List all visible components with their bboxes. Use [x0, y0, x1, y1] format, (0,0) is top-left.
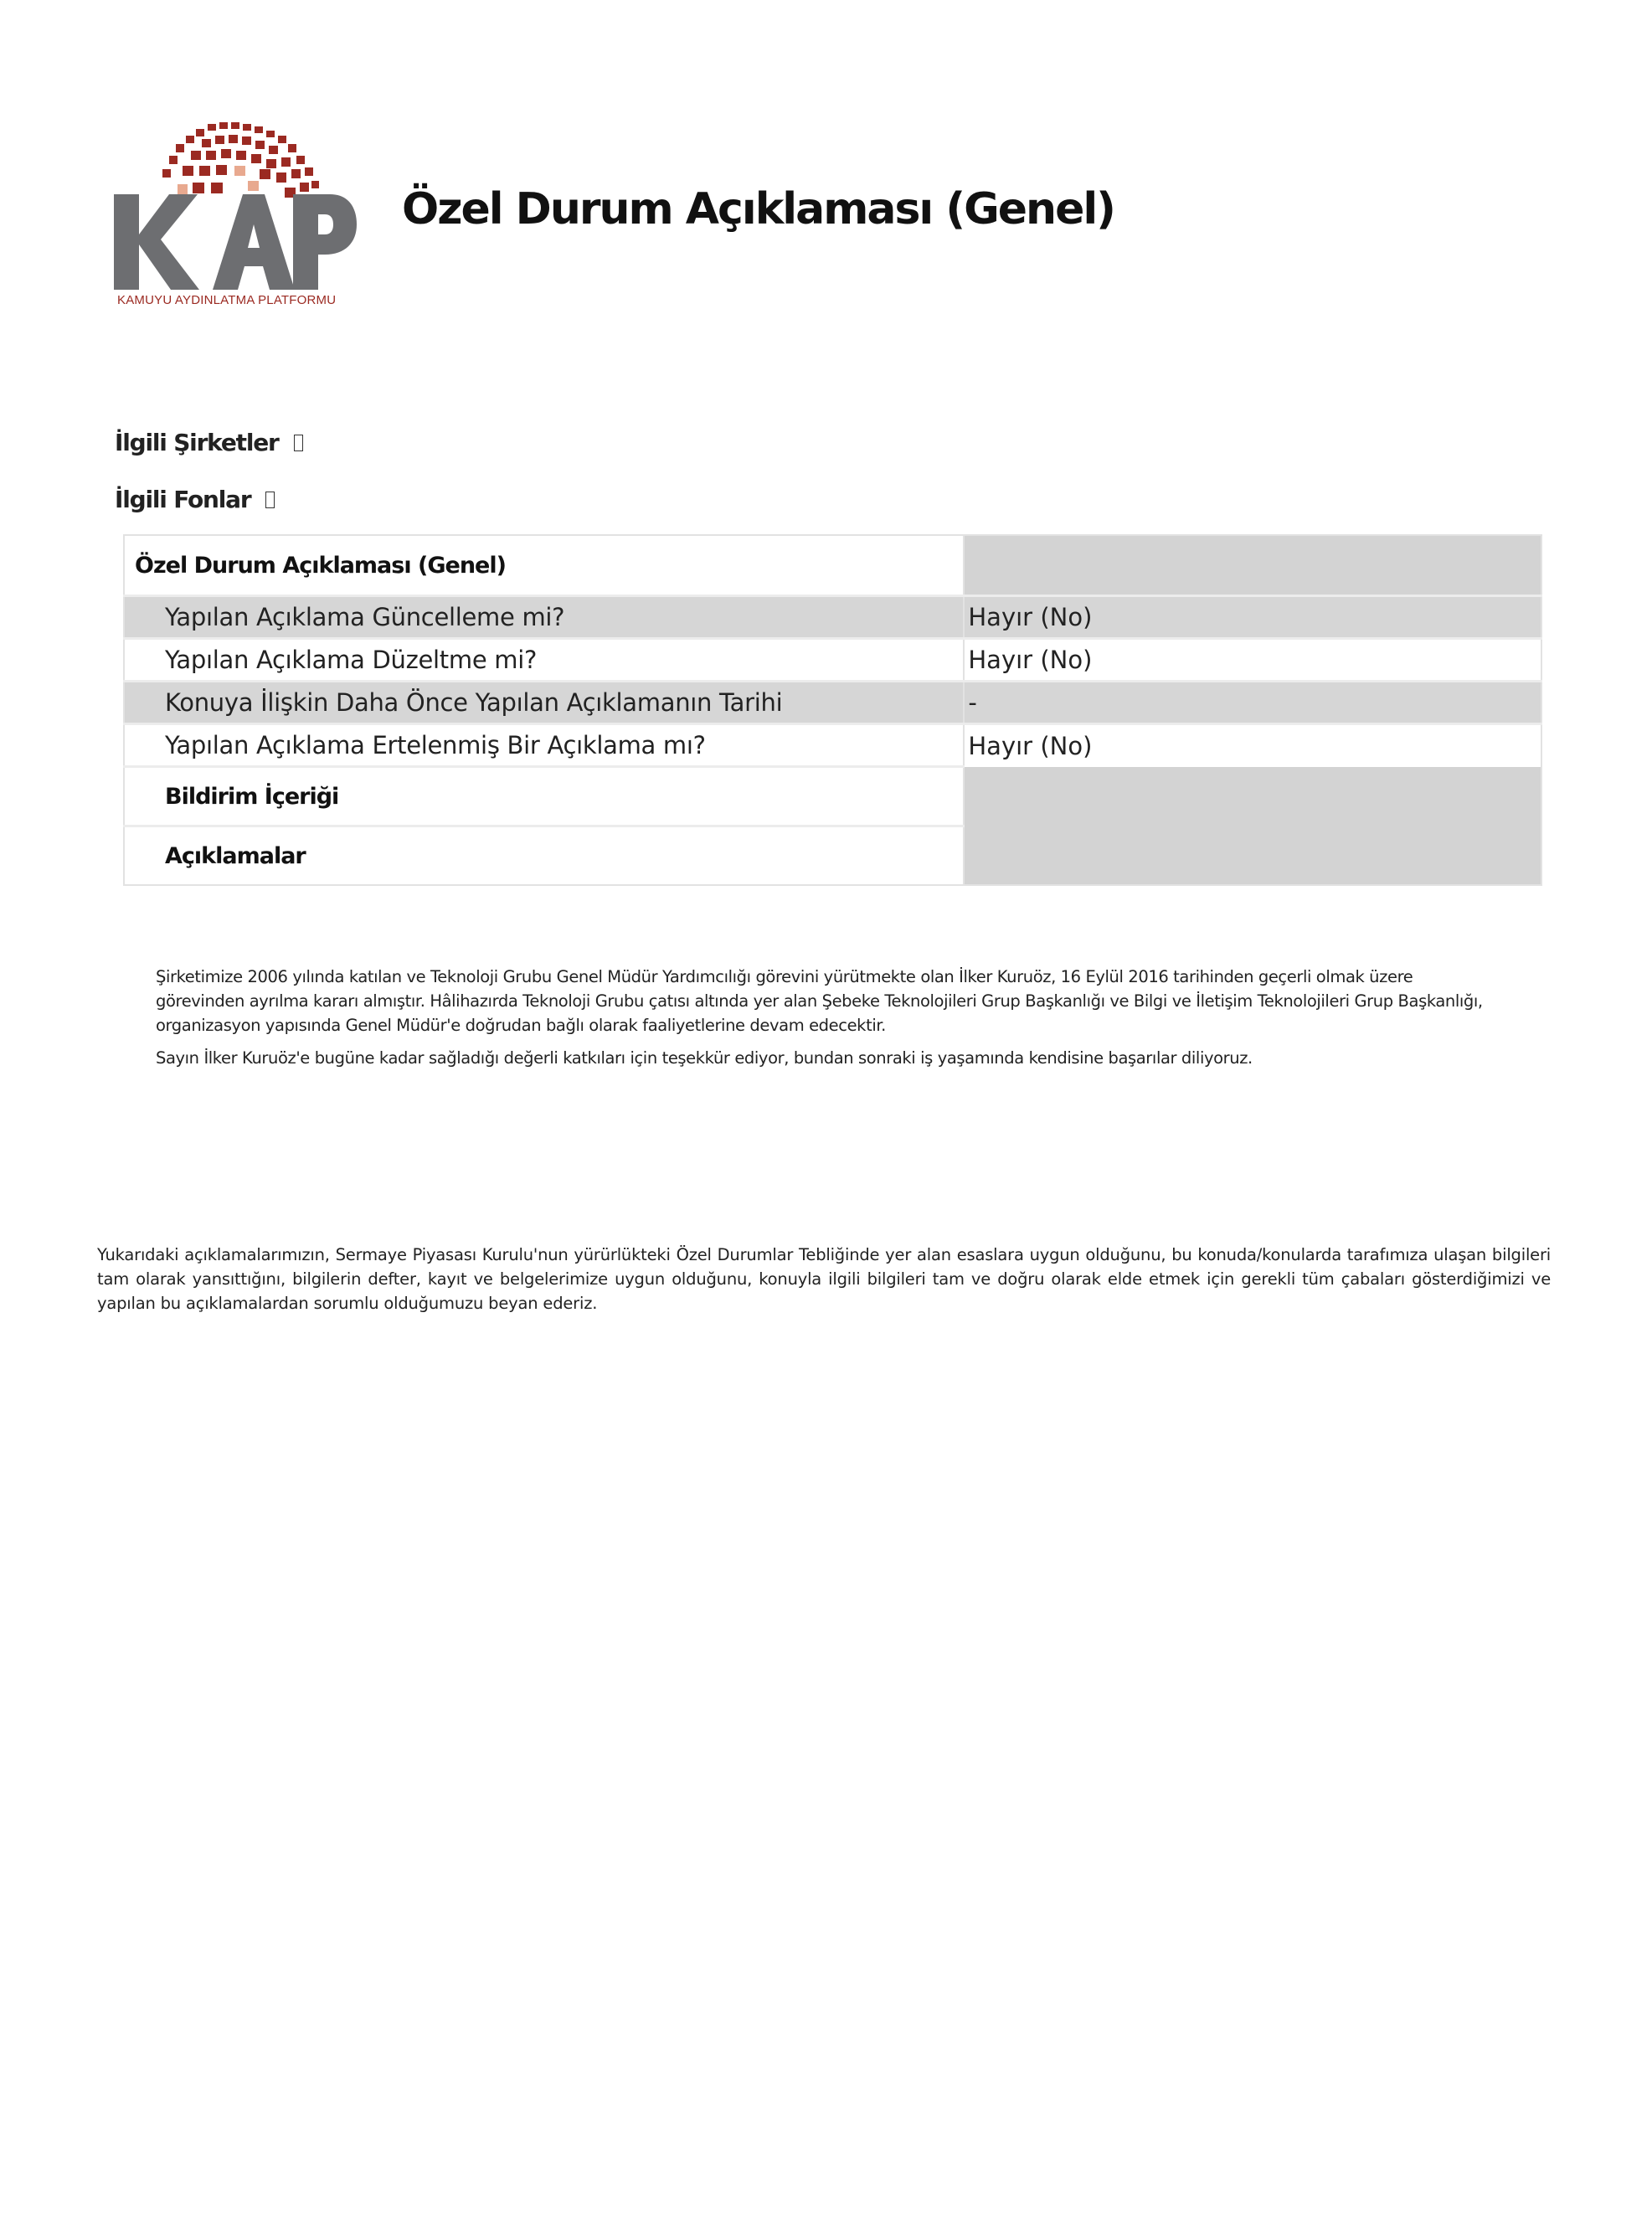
section-label: Açıklamalar — [124, 826, 964, 886]
announcement-body — [156, 965, 1483, 1078]
row-label: Konuya İlişkin Daha Önce Yapılan Açıklamanın Tarihi — [124, 682, 964, 724]
row-label: Yapılan Açıklama Düzeltme mi? — [124, 639, 964, 682]
page-title: Özel Durum Açıklaması (Genel) — [402, 184, 1114, 234]
row-value: Hayır (No) — [964, 639, 1541, 682]
row-label: Yapılan Açıklama Güncelleme mi? — [124, 596, 964, 639]
logo-tagline: KAMUYU AYDINLATMA PLATFORMU — [117, 293, 337, 307]
kap-logo — [114, 117, 357, 315]
related-funds-label: İlgili Fonlar — [115, 486, 251, 513]
table-row — [124, 682, 1541, 724]
row-value: Hayır (No) — [964, 724, 1541, 767]
related-funds-toggle[interactable] — [115, 486, 275, 513]
table-header-row — [124, 535, 1541, 596]
expand-icon — [265, 492, 275, 508]
section-value-blank — [964, 767, 1541, 886]
table-row — [124, 639, 1541, 682]
section-label: Bildirim İçeriği — [124, 767, 964, 826]
related-companies-toggle[interactable] — [115, 429, 303, 456]
kap-logo-graphic — [114, 117, 357, 290]
row-value: - — [964, 682, 1541, 724]
body-paragraph: Sayın İlker Kuruöz'e bugüne kadar sağladığı değerli katkıları için teşekkür ediyor, bundan sonraki iş yaşamında kendisine başarılar diliyoruz. — [156, 1048, 1253, 1068]
table-header-blank — [964, 535, 1541, 596]
section-row-notification-content — [124, 767, 1541, 826]
row-label: Yapılan Açıklama Ertelenmiş Bir Açıklama mı? — [124, 724, 964, 767]
row-value: Hayır (No) — [964, 596, 1541, 639]
body-paragraph: Şirketimize 2006 yılında katılan ve Teknoloji Grubu Genel Müdür Yardımcılığı görevini yürütmekte olan İlker Kuruöz, 16 Eylül 2016 tarihinden geçerli olmak üzere görevinden ayrılma kararı almıştır. Hâlihazırda Teknoloji Grubu çatısı altında yer alan Şebeke Teknolojileri Grup Başkanlığı ve Bilgi ve İletişim Teknolojileri Grup Başkanlığı, organizasyon yapısında Genel Müdür'e doğrudan bağlı olarak faaliyetlerine devam edecektir. — [156, 967, 1483, 1035]
legal-disclaimer: Yukarıdaki açıklamalarımızın, Sermaye Piyasası Kurulu'nun yürürlükteki Özel Durumlar Tebliğinde yer alan esaslara uygun olduğunu, bu konuda/konularda tarafımıza ulaşan bilgileri tam olarak yansıttığını, bilgilerin defter, kayıt ve belgelerimize uygun olduğunu, konuyla ilgili bilgileri tam ve doğru olarak elde etmek için gerekli tüm çabaları gösterdiğimizi ve yapılan bu açıklamalardan sorumlu olduğumuzu beyan ederiz. — [97, 1245, 1551, 1313]
disclosure-info-table — [123, 534, 1542, 886]
table-row — [124, 724, 1541, 767]
related-companies-label: İlgili Şirketler — [115, 429, 279, 456]
table-row — [124, 596, 1541, 639]
table-title: Özel Durum Açıklaması (Genel) — [124, 535, 964, 596]
expand-icon — [294, 435, 303, 451]
